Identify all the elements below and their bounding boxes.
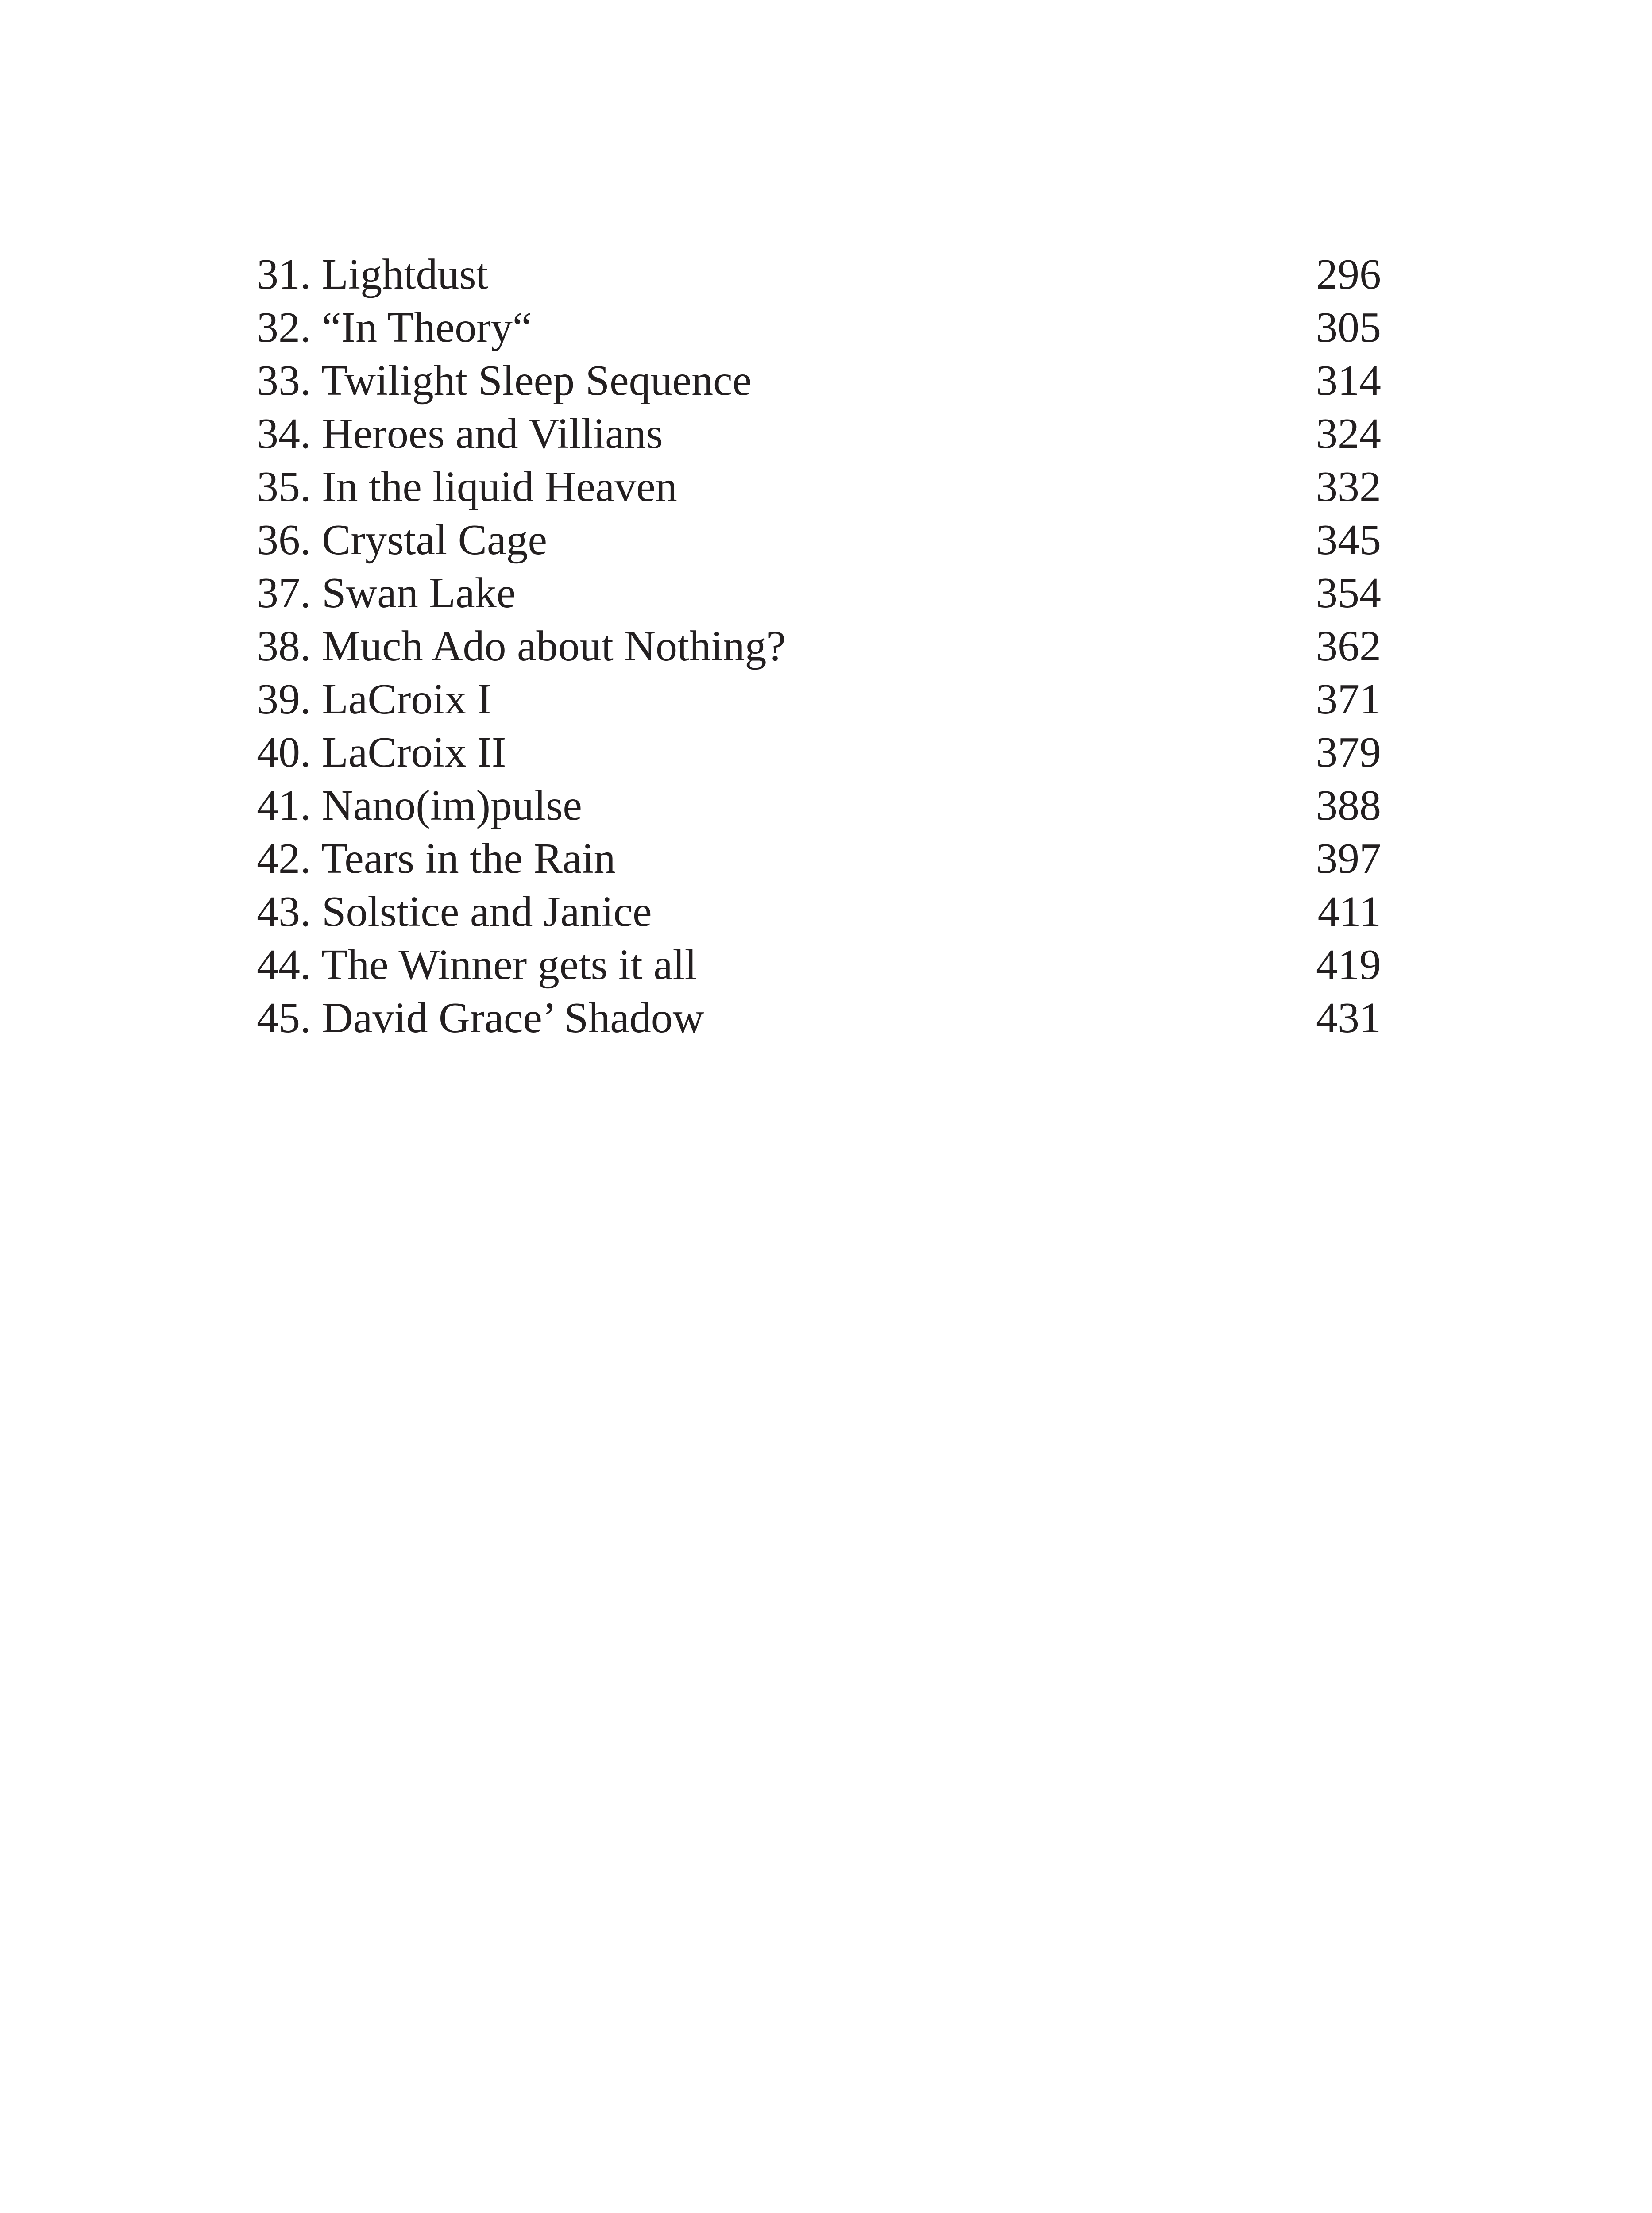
toc-entry-title: 40. LaCroix II bbox=[257, 729, 506, 776]
toc-entry bbox=[257, 620, 1381, 673]
toc-entry bbox=[257, 248, 1381, 301]
toc-entry-title: 45. David Grace’ Shadow bbox=[257, 994, 704, 1042]
toc-entry bbox=[257, 301, 1381, 354]
toc-entry-page-number: 411 bbox=[1317, 888, 1381, 936]
toc-entry-page-number: 379 bbox=[1316, 729, 1381, 776]
toc-entry bbox=[257, 567, 1381, 620]
toc-entry bbox=[257, 832, 1381, 885]
toc-entry-page-number: 296 bbox=[1316, 251, 1381, 298]
toc-entry-page-number: 345 bbox=[1316, 516, 1381, 564]
toc-entry-title: 33. Twilight Sleep Sequence bbox=[257, 357, 752, 405]
toc-entry-title: 32. “In Theory“ bbox=[257, 304, 532, 351]
toc-entry bbox=[257, 673, 1381, 726]
toc-entry-title: 35. In the liquid Heaven bbox=[257, 463, 677, 511]
table-of-contents bbox=[257, 248, 1381, 1045]
toc-entry-page-number: 324 bbox=[1316, 410, 1381, 458]
toc-entry-page-number: 354 bbox=[1316, 569, 1381, 617]
toc-entry bbox=[257, 779, 1381, 832]
toc-entry bbox=[257, 354, 1381, 407]
toc-entry-title: 34. Heroes and Villians bbox=[257, 410, 663, 458]
toc-entry-title: 31. Lightdust bbox=[257, 251, 488, 298]
toc-entry-page-number: 332 bbox=[1316, 463, 1381, 511]
toc-entry-title: 43. Solstice and Janice bbox=[257, 888, 652, 936]
toc-entry bbox=[257, 513, 1381, 567]
toc-entry-title: 42. Tears in the Rain bbox=[257, 835, 616, 883]
toc-entry bbox=[257, 460, 1381, 513]
toc-entry-title: 38. Much Ado about Nothing? bbox=[257, 622, 786, 670]
toc-entry-title: 44. The Winner gets it all bbox=[257, 941, 697, 989]
toc-entry-title: 36. Crystal Cage bbox=[257, 516, 547, 564]
toc-entry bbox=[257, 885, 1381, 938]
toc-entry-page-number: 314 bbox=[1316, 357, 1381, 405]
toc-entry-page-number: 419 bbox=[1316, 941, 1381, 989]
toc-entry bbox=[257, 991, 1381, 1045]
toc-entry-title: 41. Nano(im)pulse bbox=[257, 782, 582, 829]
toc-entry-page-number: 397 bbox=[1316, 835, 1381, 883]
toc-entry-page-number: 388 bbox=[1316, 782, 1381, 829]
toc-entry-page-number: 371 bbox=[1316, 675, 1381, 723]
toc-entry bbox=[257, 726, 1381, 779]
toc-entry bbox=[257, 938, 1381, 991]
toc-entry-page-number: 305 bbox=[1316, 304, 1381, 351]
toc-entry bbox=[257, 407, 1381, 460]
toc-entry-page-number: 431 bbox=[1316, 994, 1381, 1042]
toc-entry-title: 39. LaCroix I bbox=[257, 675, 492, 723]
toc-entry-page-number: 362 bbox=[1316, 622, 1381, 670]
toc-entry-title: 37. Swan Lake bbox=[257, 569, 516, 617]
